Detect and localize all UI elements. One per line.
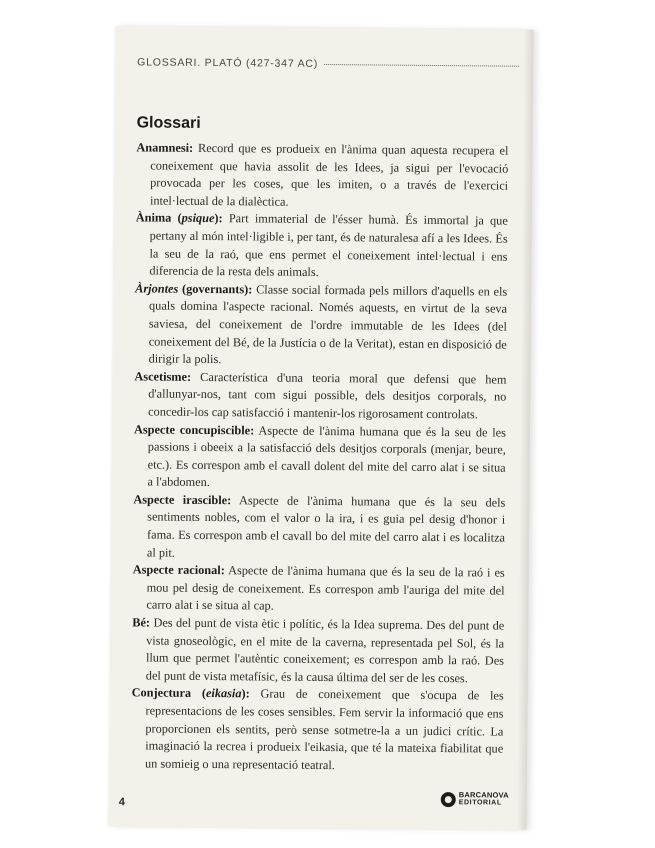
- entry-term: Aspecte racional:: [132, 562, 225, 578]
- entry-definition: Classe social formada pels millors d'aquells en els quals domina l'aspecte racional. Només aquests, en virtut de la seva saviesa, del coneixement de l'ordre immutable de les Idees (del coneixement del Bé, de la Justícia o de la Veritat), estan en disposició de dirigir la polis.: [148, 282, 508, 367]
- entry-definition: Part immaterial de l'ésser humà. És immortal ja que pertany al món intel·ligible i, per tant, és de naturalesa afí a les Idees. És la seu de la raó, que ens permet el coneixement intel·lectual i ens diferencia de la resta dels animals.: [149, 211, 508, 280]
- book-page: [109, 26, 534, 830]
- entry-definition: Aspecte de l'ànima humana que és la seu de les passions i obeeix a la satisfacció dels desitjos corporals (menjar, beure, etc.). Es correspon amb el cavall dolent del mite del carro alat i se situa a l'abdomen.: [147, 422, 507, 490]
- glossary-entries: [131, 139, 509, 776]
- glossary-entry: [135, 280, 508, 371]
- glossary-entry: [131, 685, 504, 776]
- publisher-subtitle: EDITORIAL: [458, 799, 502, 807]
- publisher-mark: [441, 791, 509, 808]
- page-number: 4: [118, 796, 125, 809]
- glossary-entry: [136, 139, 509, 213]
- entry-definition: Grau de coneixement que s'ocupa de les representacions de les coses sensibles. Fem servir la informació que ens proporcionen els sentits, però sense sotmetre-la a un judici crític. La imaginació la recrea i produeix l'eikasia, que té la mateixa fiabilitat que un somieig o una representació teatral.: [145, 686, 504, 772]
- publisher-logo-icon: [441, 792, 456, 807]
- glossary-entry: [134, 368, 506, 424]
- entry-term: Ascetisme:: [134, 369, 192, 384]
- entry-term: Conjectura (eikasia):: [131, 685, 250, 701]
- publisher-name: BARCANOVA: [458, 790, 509, 800]
- entry-definition: Des del punt de vista ètic i polític, és la Idea suprema. Des del punt de vista gnoseològic, en el mite de la caverna, representada pel Sol, és la llum que permet l'autèntic coneixement; es correspon amb la raó. Des del punt de vista metafísic, és la causa última del ser de les coses.: [145, 615, 505, 686]
- entry-term: Aspecte concupiscible:: [133, 421, 255, 437]
- running-header: [137, 56, 519, 71]
- entry-term: Àrjontes (governants):: [135, 281, 253, 297]
- glossary-entry: [133, 421, 506, 495]
- entry-term: Anamnesi:: [136, 140, 194, 155]
- entry-definition: Aspecte de l'ànima humana que és la seu de la raó i es mou pel desig de coneixement. Es correspon amb l'auriga del mite del carro alat i se situa al cap.: [146, 563, 505, 614]
- entry-term: Bé:: [132, 615, 151, 630]
- glossary-entry: [135, 210, 508, 284]
- entry-definition: Aspecte de l'ànima humana que és la seu dels sentiments nobles, com el valor o la ira, i es guia pel desig d'honor i fama. Es correspon amb el cavall bo del mite del carro alat i es localitza al pit.: [146, 493, 506, 560]
- glossary-entry: [132, 614, 505, 688]
- glossary-entry: [133, 491, 506, 565]
- page-title: Glossari: [136, 114, 201, 132]
- entry-definition: Característica d'una teoria moral que defensi que hem d'allunyar-nos, tant com sigui possible, dels desitjos corporals, no concedir-los cap satisfacció i mantenir-los rigorosament controlats.: [148, 369, 507, 422]
- header-dotted-rule: [324, 64, 519, 67]
- glossary-entry: [132, 562, 504, 618]
- entry-definition: Record que es produeix en l'ànima quan aquesta recupera el coneixement que havia assolit de les Idees, ja sigui per l'evocació provocada per les coses, que les imiten, o a través de l'exercici intel·lectual de la dialèctica.: [149, 140, 509, 209]
- running-title: GLOSSARI. PLATÓ (427-347 AC): [137, 56, 319, 70]
- entry-term: Ànima (psique):: [135, 210, 223, 226]
- entry-term: Aspecte irascible:: [133, 492, 232, 508]
